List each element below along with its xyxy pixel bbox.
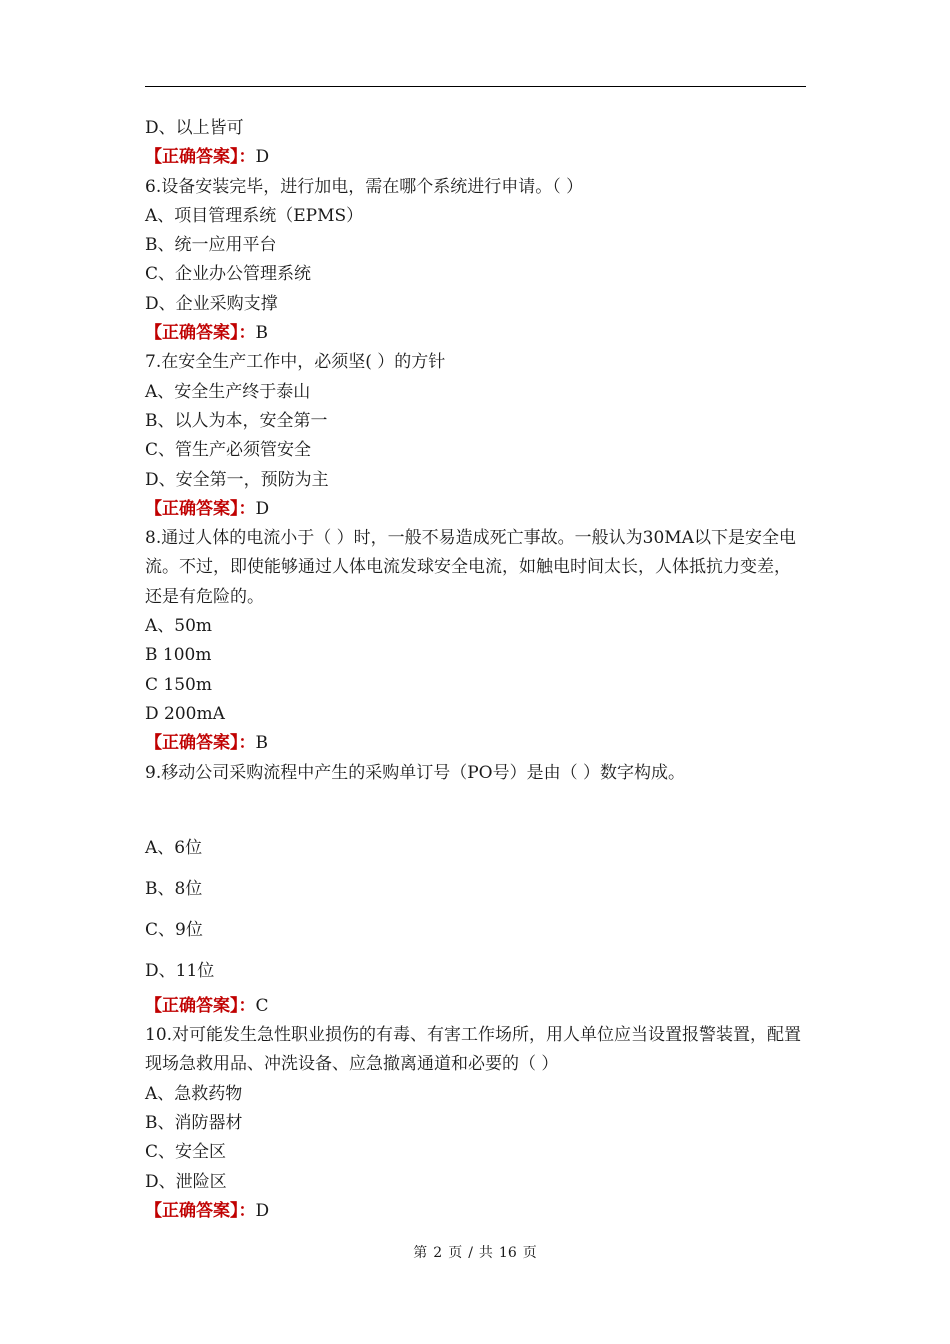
footer-total-unit: 页: [522, 1245, 537, 1261]
question-10-option-d: D、泄险区: [145, 1171, 227, 1192]
question-8-answer: [145, 729, 806, 758]
question-6-answer: [145, 319, 806, 348]
footer-total-prefix: 共: [478, 1245, 493, 1261]
question-7-option-c: C、管生产必须管安全: [145, 440, 312, 461]
question-10-option-a: A、急救药物: [145, 1083, 243, 1104]
question-8-option-c: C 150m: [145, 674, 212, 695]
page-footer: [0, 1243, 950, 1263]
question-6-stem: 6.设备安装完毕，进行加电，需在哪个系统进行申请。（ ）: [145, 176, 584, 197]
question-10-option-c: C、安全区: [145, 1142, 227, 1163]
footer-prefix: 第: [413, 1245, 428, 1261]
prev-option-d: D、以上皆可: [145, 118, 244, 138]
question-6-option-b: B、统一应用平台: [145, 235, 277, 256]
question-10-answer: [145, 1197, 806, 1226]
footer-total-pages: 16: [498, 1245, 517, 1261]
question-8-stem: 8.通过人体的电流小于（ ）时，一般不易造成死亡事故。一般认为30MA以下是安全电流。不过，即使能够通过人体电流发球安全电流，如触电时间太长，人体抵抗力变差，还是有危险的。: [145, 528, 796, 607]
question-7-option-d: D、安全第一，预防为主: [145, 469, 329, 490]
question-8-option-a: A、50m: [145, 616, 213, 637]
question-7-option-b: B、以人为本，安全第一: [145, 410, 328, 431]
answer-label: 【正确答案】：: [145, 498, 256, 519]
answer-label: 【正确答案】：: [145, 733, 256, 754]
answer-label: 【正确答案】：: [145, 147, 256, 168]
question-10-option-b: B、消防器材: [145, 1113, 243, 1134]
page-body: [145, 114, 806, 1226]
footer-page-unit: 页: [448, 1245, 463, 1261]
footer-page-number: 2: [433, 1245, 443, 1261]
question-9-option-a: A、6位: [145, 837, 203, 858]
question-8-option-d: D 200mA: [145, 703, 225, 724]
answer-value: B: [255, 323, 268, 344]
question-9-options: [145, 828, 806, 992]
header-rule: [145, 86, 806, 87]
question-9-option-d: D、11位: [145, 960, 215, 981]
question-9-answer: [145, 992, 806, 1021]
question-9-option-b: B、8位: [145, 878, 203, 899]
question-7-option-a: A、安全生产终于泰山: [145, 381, 311, 402]
question-10-stem: 10.对可能发生急性职业损伤的有毒、有害工作场所，用人单位应当设置报警装置，配置现场急救用品、冲洗设备、应急撤离通道和必要的（ ）: [145, 1025, 802, 1075]
question-7-stem: 7.在安全生产工作中，必须坚( ）的方针: [145, 352, 446, 373]
answer-value: C: [255, 995, 269, 1016]
prev-answer: [145, 143, 806, 172]
answer-label: 【正确答案】：: [145, 1200, 256, 1221]
answer-value: D: [255, 147, 270, 168]
question-6-option-c: C、企业办公管理系统: [145, 264, 312, 285]
answer-value: D: [255, 498, 270, 519]
question-9-option-c: C、9位: [145, 919, 203, 940]
answer-value: B: [255, 733, 268, 754]
question-6-option-a: A、项目管理系统（EPMS）: [145, 205, 364, 226]
question-8-option-b: B 100m: [145, 645, 212, 666]
answer-value: D: [255, 1200, 270, 1221]
answer-label: 【正确答案】：: [145, 323, 256, 344]
question-7-answer: [145, 495, 806, 524]
footer-separator: /: [468, 1245, 473, 1261]
answer-label: 【正确答案】：: [145, 995, 256, 1016]
question-6-option-d: D、企业采购支撑: [145, 293, 278, 314]
question-9-stem: 9.移动公司采购流程中产生的采购单订号（PO号）是由（ ）数字构成。: [145, 762, 685, 783]
